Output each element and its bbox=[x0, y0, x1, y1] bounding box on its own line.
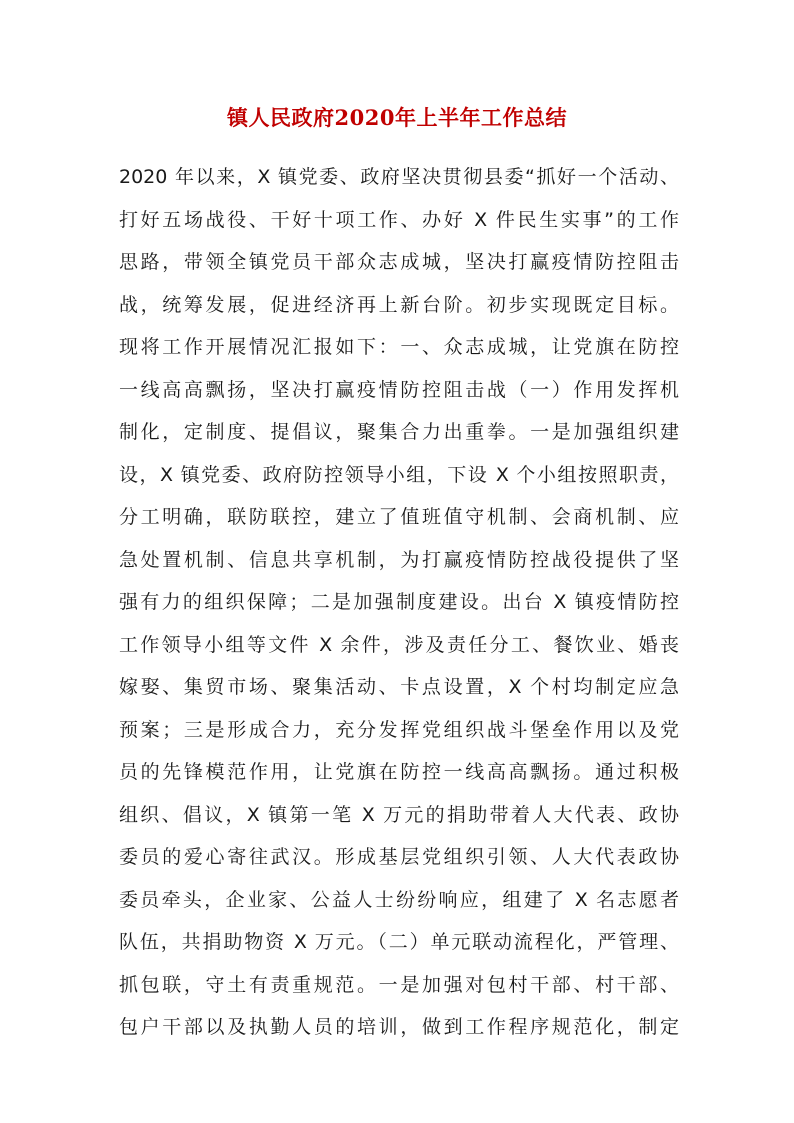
body-text-line: 2020 年以来，X 镇党委、政府坚决贯彻县委“抓好一个活动、 bbox=[119, 166, 679, 188]
body-text-line: 设，X 镇党委、政府防控领导小组，下设 X 个小组按照职责， bbox=[119, 463, 679, 486]
body-text-line: 打好五场战役、干好十项工作、办好 X 件民生实事”的工作 bbox=[119, 208, 679, 231]
body-text-line: 急处置机制、信息共享机制，为打赢疫情防控战役提供了坚 bbox=[119, 548, 679, 571]
body-text-line: 一线高高飘扬，坚决打赢疫情防控阻击战（一）作用发挥机 bbox=[119, 378, 679, 401]
body-text-line: 强有力的组织保障；二是加强制度建设。出台 X 镇疫情防控 bbox=[119, 591, 679, 613]
body-text-line: 嫁娶、集贸市场、聚集活动、卡点设置，X 个村均制定应急 bbox=[119, 676, 679, 698]
body-text-line: 员的先锋模范作用，让党旗在防控一线高高飘扬。通过积极 bbox=[119, 761, 679, 783]
body-text-line: 制化，定制度、提倡议，聚集合力出重拳。一是加强组织建 bbox=[119, 421, 679, 443]
body-text-line: 战，统筹发展，促进经济再上新台阶。初步实现既定目标。 bbox=[119, 293, 679, 316]
body-text-line: 队伍，共捐助物资 X 万元。（二）单元联动流程化，严管理、 bbox=[119, 931, 679, 953]
body-text-line: 组织、倡议，X 镇第一笔 X 万元的捐助带着人大代表、政协 bbox=[119, 803, 679, 826]
document-title: 镇人民政府2020年上半年工作总结 bbox=[227, 105, 567, 130]
body-text-line: 分工明确，联防联控，建立了值班值守机制、会商机制、应 bbox=[119, 506, 679, 528]
body-text-line: 抓包联，守土有责重规范。一是加强对包村干部、村干部、 bbox=[119, 973, 679, 996]
body-text-line: 思路，带领全镇党员干部众志成城，坚决打赢疫情防控阻击 bbox=[119, 251, 679, 273]
document-body bbox=[119, 156, 679, 1049]
body-text-line: 委员牵头，企业家、公益人士纷纷响应，组建了 X 名志愿者 bbox=[119, 888, 679, 911]
body-text-line: 工作领导小组等文件 X 余件，涉及责任分工、餐饮业、婚丧 bbox=[119, 633, 679, 656]
body-text-line: 现将工作开展情况汇报如下：一、众志成城，让党旗在防控 bbox=[119, 336, 679, 358]
body-text-line: 预案；三是形成合力，充分发挥党组织战斗堡垒作用以及党 bbox=[119, 718, 679, 741]
body-text-line: 委员的爱心寄往武汉。形成基层党组织引领、人大代表政协 bbox=[119, 846, 679, 868]
body-text-line: 包户干部以及执勤人员的培训，做到工作程序规范化，制定 bbox=[119, 1016, 679, 1038]
